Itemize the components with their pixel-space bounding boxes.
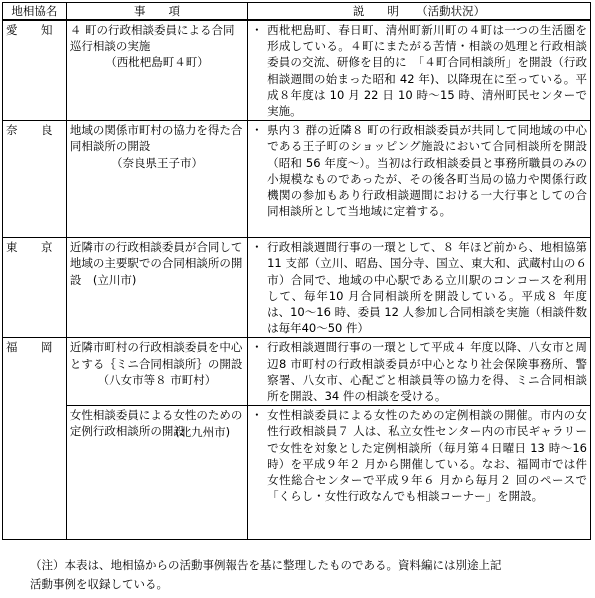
item-cell	[66, 20, 247, 121]
description-cell	[248, 406, 591, 540]
description-text: 行政相談週間行事の一環として、８ 年ほど前から、地相協第11 支部（立川、昭島、国分寺、国立、東大和、武蔵村山の６ 市）合同で、地域の中心駅である立川駅のコンコースを利用して、毎年10 月合同相談所を開設している。平成８ 年度は、10～16 時、委員 12 人参加し合同相談を実施（相談件数は毎年40～50 件）	[267, 240, 587, 336]
table-row	[3, 406, 591, 540]
item-location: (北九州市)	[175, 424, 231, 439]
table-row	[3, 121, 591, 238]
item-location: （八女市等８ 市町村）	[97, 372, 217, 387]
item-text: 地域の関係市町村の協力を得た合同相談所の開設	[69, 123, 243, 154]
header-region: 地相協名	[3, 3, 67, 21]
description-text: 行政相談週間行事の一環として平成４ 年度以降、八女市と周辺8 市町村の行政相談委員が中心となり社会保険事務所、警察署、八女市、心配ごと相談員等の協力を得、ミニ合同相談所を開設、34 件の相談を受ける。	[267, 340, 587, 404]
description-text: 西枇杷島町、春日町、清州町新川町の４町は一つの生活圏を形成している。４町にまたがる苦情・相談の処理と行政相談委員の交流、研修を目的に 「４町合同相談所」を開設（行政相談週間の始まった昭和 42 年)、以降現在に至っている。平成８年度は 10 月 22 日 10 時～15 時、清州町民センターで実施。	[267, 23, 587, 119]
bullet-icon: ・	[251, 23, 263, 37]
note-line-2: 活動事例を収録している。	[30, 577, 168, 591]
description-cell	[248, 338, 591, 406]
table-row	[3, 20, 591, 121]
region-cell: 東 京	[3, 238, 67, 338]
table-row	[3, 338, 591, 406]
item-text: 女性相談委員による女性のための定例行政相談所の開設	[69, 408, 243, 439]
note-line-1: （注）本表は、地相協からの活動事例報告を基に整理したものである。資料編には別途上記	[30, 558, 502, 572]
bullet-icon: ・	[251, 123, 263, 138]
item-text: 近隣市の行政相談委員が合同して地域の主要駅での合同相談所の開設 (立川市)	[69, 240, 243, 287]
item-location: （奈良県王子市）	[110, 155, 203, 170]
region-cell: 愛 知	[3, 20, 67, 121]
item-text: 近隣市町村の行政相談委員を中心とする｛ミニ合同相談所｝の開設	[69, 340, 243, 371]
item-cell	[66, 406, 247, 540]
description-text: 女性相談委員による女性のための定例相談の開催。市内の女性行政相談員７ 人は、私立女性センター内の市民ギャラリーで女性を対象とした定例相談所（毎月第４日曜日 13 時～16 時）を平成９年２ 月から開催している。なお、福岡市では件女性総合センターで平成９年６ 月から毎月２ 回のペースで「くらし・女性行政なんでも相談コーナー」を開設。	[267, 408, 587, 504]
item-cell	[66, 121, 247, 238]
table-row	[3, 238, 591, 338]
header-item: 事 項	[66, 3, 247, 21]
item-text: ４ 町の行政相談委員による合同巡行相談の実施	[69, 23, 235, 54]
item-location: （西枇杷島町４町）	[105, 55, 209, 70]
bullet-icon: ・	[251, 240, 263, 255]
description-cell	[248, 238, 591, 338]
description-cell	[248, 121, 591, 238]
table-header-row	[3, 3, 591, 21]
description-cell	[248, 20, 591, 121]
item-cell	[66, 338, 247, 406]
header-description: 説 明 （活動状況）	[248, 3, 591, 21]
table-note	[30, 556, 585, 594]
bullet-icon: ・	[251, 340, 263, 355]
region-cell: 奈 良	[3, 121, 67, 238]
bullet-icon: ・	[251, 408, 263, 423]
region-cell: 福 岡	[3, 338, 67, 540]
description-text: 県内３ 群の近隣８ 町の行政相談委員が共同して同地域の中心である王子町のショッピング施設において合同相談所を開設（昭和 56 年度～）。当初は行政相談委員と事務所職員のみの小規模なものであったが、その後各町当局の協力や関係行政機関の参加もあり行政相談週間における一大行事としての合同相談所として当地域に定着する。	[267, 123, 587, 219]
activity-table	[2, 2, 591, 540]
item-cell	[66, 238, 247, 338]
